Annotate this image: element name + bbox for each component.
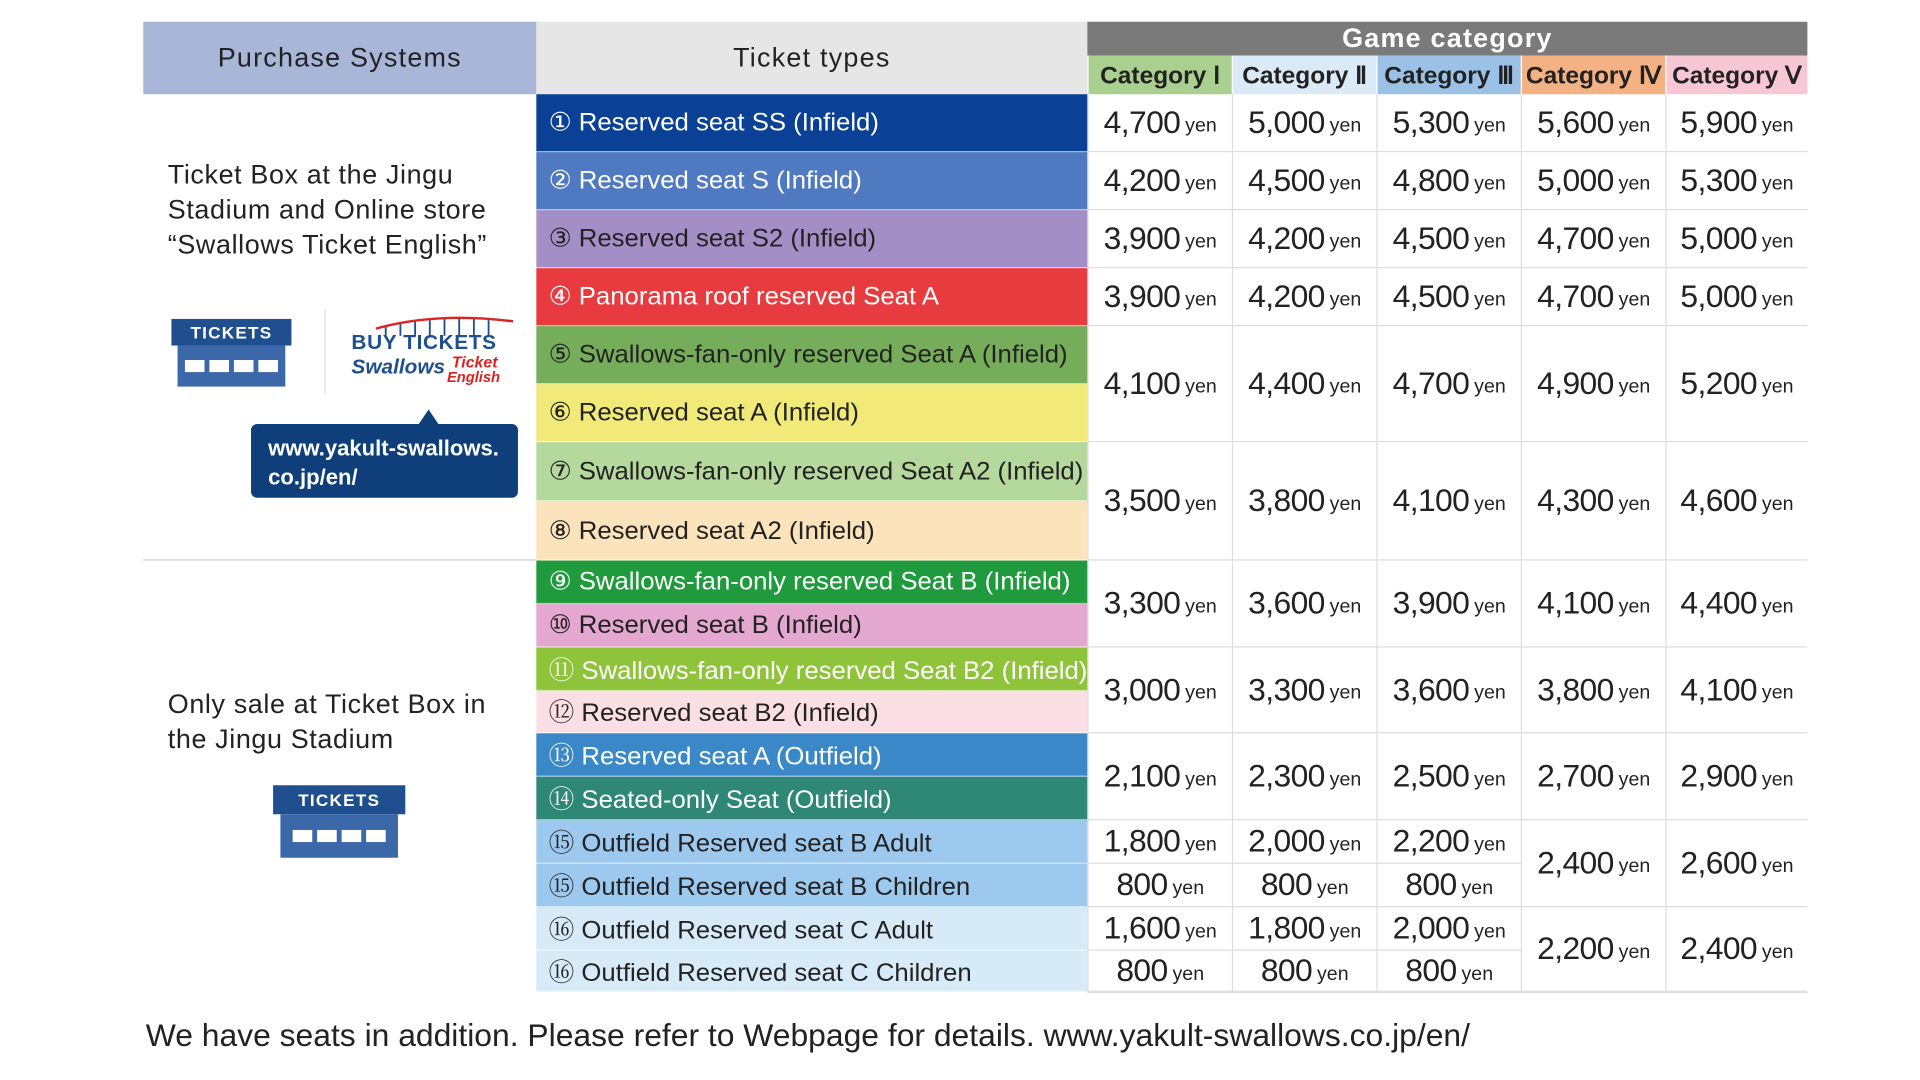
ticket-box-icon bbox=[273, 785, 405, 857]
ticket-type-row bbox=[536, 326, 1087, 384]
price-amount: 4,200 bbox=[1103, 161, 1181, 199]
ticket-type-row bbox=[536, 268, 1087, 326]
price-cell bbox=[1521, 907, 1665, 992]
online-purchase-text: Ticket Box at the Jingu Stadium and Online store “Swallows Ticket English” bbox=[167, 159, 487, 260]
price-unit: yen bbox=[1185, 768, 1217, 790]
price-unit: yen bbox=[1618, 376, 1651, 397]
price-amount: 800 bbox=[1405, 866, 1457, 903]
price-unit: yen bbox=[1618, 231, 1651, 252]
price-unit: yen bbox=[1329, 596, 1362, 617]
price-unit: yen bbox=[1329, 921, 1362, 942]
url-callout-pointer bbox=[419, 410, 439, 424]
price-cell bbox=[1665, 820, 1807, 907]
price-unit: yen bbox=[1474, 921, 1506, 942]
ticket-type-label: ② Reserved seat S (Infield) bbox=[548, 166, 862, 195]
price-cell bbox=[1665, 442, 1807, 560]
price-cell bbox=[1232, 820, 1376, 863]
ticket-type-label: ⑭ Seated-only Seat (Outfield) bbox=[548, 785, 892, 814]
english-script-text: English bbox=[446, 368, 501, 386]
price-amount: 5,000 bbox=[1680, 277, 1758, 315]
price-amount: 4,700 bbox=[1392, 364, 1470, 402]
price-amount: 2,400 bbox=[1680, 930, 1758, 967]
price-amount: 2,300 bbox=[1248, 757, 1325, 794]
price-unit: yen bbox=[1761, 596, 1794, 617]
price-unit: yen bbox=[1461, 877, 1494, 899]
price-amount: 2,400 bbox=[1537, 844, 1614, 881]
price-amount: 2,500 bbox=[1392, 757, 1470, 794]
ticket-type-label: ⑬ Reserved seat A (Outfield) bbox=[548, 742, 882, 771]
price-cell bbox=[1087, 561, 1231, 648]
price-unit: yen bbox=[1761, 376, 1794, 397]
price-unit: yen bbox=[1618, 596, 1651, 617]
price-amount: 4,600 bbox=[1680, 482, 1758, 519]
price-unit: yen bbox=[1761, 115, 1794, 136]
price-amount: 2,200 bbox=[1392, 822, 1470, 859]
price-unit: yen bbox=[1329, 834, 1362, 855]
ticket-type-label: ⑩ Reserved seat B (Infield) bbox=[548, 611, 862, 640]
price-unit: yen bbox=[1329, 768, 1362, 790]
price-unit: yen bbox=[1185, 115, 1217, 136]
price-unit: yen bbox=[1329, 376, 1362, 397]
buy-tickets-text: BUY TICKETS bbox=[351, 331, 497, 354]
price-unit: yen bbox=[1474, 376, 1506, 397]
price-amount: 3,900 bbox=[1103, 277, 1181, 315]
price-cell bbox=[1087, 733, 1231, 820]
price-amount: 4,700 bbox=[1537, 277, 1614, 315]
price-unit: yen bbox=[1474, 493, 1506, 515]
ticket-type-label: ⑤ Swallows-fan-only reserved Seat A (Infield) bbox=[548, 340, 1068, 369]
price-unit: yen bbox=[1761, 231, 1794, 252]
price-cell bbox=[1232, 648, 1376, 734]
footer-note: We have seats in addition. Please refer to Webpage for details. www.yakult-swallows.co.jp/en/ bbox=[145, 1017, 1470, 1054]
price-amount: 2,100 bbox=[1103, 757, 1181, 794]
price-amount: 5,000 bbox=[1248, 103, 1325, 141]
price-unit: yen bbox=[1618, 173, 1651, 194]
price-amount: 4,900 bbox=[1537, 364, 1614, 402]
price-amount: 2,000 bbox=[1248, 822, 1325, 859]
price-amount: 4,400 bbox=[1680, 584, 1758, 621]
price-unit: yen bbox=[1185, 682, 1217, 704]
price-amount: 4,100 bbox=[1103, 364, 1181, 402]
price-unit: yen bbox=[1185, 173, 1217, 194]
price-cell bbox=[1521, 648, 1665, 734]
price-amount: 4,700 bbox=[1537, 219, 1614, 257]
ticket-type-label: ⑨ Swallows-fan-only reserved Seat B (Infield) bbox=[548, 567, 1071, 596]
price-amount: 3,800 bbox=[1248, 482, 1325, 519]
ticket-type-row bbox=[536, 691, 1087, 733]
price-amount: 3,500 bbox=[1103, 482, 1181, 519]
ticket-type-row bbox=[536, 210, 1087, 268]
price-amount: 800 bbox=[1116, 866, 1168, 903]
price-unit: yen bbox=[1185, 493, 1217, 515]
price-cell bbox=[1087, 864, 1231, 907]
ticket-type-label: ⑥ Reserved seat A (Infield) bbox=[548, 398, 859, 427]
price-cell bbox=[1376, 152, 1520, 210]
price-amount: 2,700 bbox=[1537, 757, 1614, 794]
price-unit: yen bbox=[1329, 231, 1362, 252]
price-unit: yen bbox=[1474, 834, 1506, 855]
price-cell bbox=[1376, 820, 1520, 863]
price-cell bbox=[1376, 561, 1520, 648]
price-unit: yen bbox=[1329, 289, 1362, 310]
price-amount: 800 bbox=[1260, 866, 1313, 903]
price-amount: 3,000 bbox=[1103, 671, 1181, 708]
url-line-2: co.jp/en/ bbox=[268, 465, 358, 490]
price-cell bbox=[1232, 951, 1376, 992]
ticket-type-label: ⑯ Outfield Reserved seat C Adult bbox=[548, 916, 934, 945]
price-cell bbox=[1087, 94, 1231, 152]
price-cell bbox=[1087, 152, 1231, 210]
price-unit: yen bbox=[1618, 289, 1651, 310]
price-unit: yen bbox=[1474, 173, 1506, 194]
price-cell bbox=[1521, 210, 1665, 268]
price-unit: yen bbox=[1474, 596, 1506, 617]
price-cell bbox=[1232, 864, 1376, 907]
price-amount: 1,600 bbox=[1103, 909, 1181, 946]
price-amount: 4,400 bbox=[1248, 364, 1325, 402]
price-cell bbox=[1087, 820, 1231, 863]
price-cell bbox=[1232, 268, 1376, 326]
ticket-type-row bbox=[536, 94, 1087, 152]
price-cell bbox=[1665, 94, 1807, 152]
price-cell bbox=[1376, 648, 1520, 734]
category-header-1: Category Ⅰ bbox=[1087, 56, 1231, 95]
game-category-header: Game category bbox=[1087, 22, 1807, 56]
ticket-type-label: ⑯ Outfield Reserved seat C Children bbox=[548, 958, 972, 987]
ticket-type-row bbox=[536, 501, 1087, 560]
price-cell bbox=[1087, 951, 1231, 992]
price-amount: 4,300 bbox=[1537, 482, 1614, 519]
price-unit: yen bbox=[1761, 173, 1794, 194]
price-unit: yen bbox=[1618, 941, 1651, 963]
price-cell bbox=[1665, 907, 1807, 992]
ticket-type-label: ⑧ Reserved seat A2 (Infield) bbox=[548, 516, 875, 545]
price-amount: 3,900 bbox=[1103, 219, 1181, 257]
ticket-type-label: ③ Reserved seat S2 (Infield) bbox=[548, 224, 877, 253]
price-cell bbox=[1087, 210, 1231, 268]
price-amount: 4,200 bbox=[1248, 277, 1325, 315]
price-cell bbox=[1376, 326, 1520, 442]
price-cell bbox=[1376, 733, 1520, 820]
price-amount: 4,500 bbox=[1392, 277, 1470, 315]
ticket-type-label: ⑪ Swallows-fan-only reserved Seat B2 (Infield) bbox=[548, 656, 1088, 685]
price-unit: yen bbox=[1761, 941, 1794, 963]
price-cell bbox=[1376, 442, 1520, 560]
price-cell bbox=[1665, 210, 1807, 268]
price-cell bbox=[1232, 94, 1376, 152]
price-cell bbox=[1376, 94, 1520, 152]
price-amount: 3,800 bbox=[1537, 671, 1614, 708]
price-cell bbox=[1232, 326, 1376, 442]
price-unit: yen bbox=[1317, 877, 1349, 899]
price-amount: 4,500 bbox=[1248, 161, 1325, 199]
purchase-systems-header: Purchase Systems bbox=[143, 22, 536, 94]
price-amount: 3,600 bbox=[1248, 584, 1325, 621]
ticket-type-row bbox=[536, 442, 1087, 501]
price-cell bbox=[1232, 210, 1376, 268]
price-unit: yen bbox=[1761, 493, 1794, 515]
price-cell bbox=[1087, 907, 1231, 950]
price-unit: yen bbox=[1185, 596, 1217, 617]
category-header-5: Category Ⅴ bbox=[1665, 56, 1807, 95]
price-amount: 4,200 bbox=[1248, 219, 1325, 257]
price-amount: 5,200 bbox=[1680, 364, 1758, 402]
ticket-type-row bbox=[536, 561, 1087, 604]
price-cell bbox=[1665, 152, 1807, 210]
price-unit: yen bbox=[1474, 768, 1506, 790]
ticket-type-row bbox=[536, 384, 1087, 442]
price-cell bbox=[1521, 733, 1665, 820]
price-amount: 5,000 bbox=[1680, 219, 1758, 257]
price-cell bbox=[1087, 268, 1231, 326]
price-amount: 4,100 bbox=[1680, 671, 1758, 708]
purchase-online-section bbox=[143, 94, 536, 560]
price-cell bbox=[1521, 268, 1665, 326]
price-amount: 3,300 bbox=[1248, 671, 1325, 708]
price-cell bbox=[1665, 733, 1807, 820]
price-unit: yen bbox=[1618, 768, 1651, 790]
swallows-ticket-english-logo bbox=[351, 314, 518, 389]
ticket-type-label: ⑫ Reserved seat B2 (Infield) bbox=[548, 699, 879, 728]
price-unit: yen bbox=[1761, 768, 1794, 790]
ticket-type-row bbox=[536, 820, 1087, 863]
price-cell bbox=[1665, 561, 1807, 648]
tickets-sign: TICKETS bbox=[273, 785, 405, 814]
price-unit: yen bbox=[1172, 877, 1205, 899]
ticket-type-row bbox=[536, 648, 1087, 691]
ticket-type-row bbox=[536, 777, 1087, 820]
price-amount: 4,100 bbox=[1392, 482, 1470, 519]
price-cell bbox=[1521, 561, 1665, 648]
url-line-1: www.yakult-swallows. bbox=[268, 436, 499, 461]
price-amount: 4,500 bbox=[1392, 219, 1470, 257]
ticket-type-row bbox=[536, 907, 1087, 950]
price-unit: yen bbox=[1474, 115, 1506, 136]
price-unit: yen bbox=[1618, 855, 1651, 877]
website-url-callout[interactable] bbox=[251, 424, 518, 498]
price-amount: 800 bbox=[1405, 951, 1457, 989]
ticket-type-row bbox=[536, 864, 1087, 907]
price-unit: yen bbox=[1329, 115, 1362, 136]
ticket-type-label: ⑦ Swallows-fan-only reserved Seat A2 (Infield) bbox=[548, 457, 1084, 486]
price-amount: 1,800 bbox=[1248, 909, 1325, 946]
ticket-type-label: ⑮ Outfield Reserved seat B Children bbox=[548, 872, 971, 901]
price-unit: yen bbox=[1329, 493, 1362, 515]
ticket-type-label: ④ Panorama roof reserved Seat A bbox=[548, 282, 939, 311]
ticket-types-header: Ticket types bbox=[536, 22, 1087, 94]
ticket-type-label: ⑮ Outfield Reserved seat B Adult bbox=[548, 829, 932, 858]
category-header-3: Category Ⅲ bbox=[1376, 56, 1520, 95]
price-unit: yen bbox=[1185, 376, 1217, 397]
price-amount: 5,000 bbox=[1537, 161, 1614, 199]
price-amount: 4,100 bbox=[1537, 584, 1614, 621]
price-amount: 3,900 bbox=[1392, 584, 1470, 621]
price-cell bbox=[1087, 648, 1231, 734]
price-unit: yen bbox=[1461, 963, 1494, 984]
ticket-type-row bbox=[536, 733, 1087, 776]
price-unit: yen bbox=[1761, 855, 1794, 877]
price-unit: yen bbox=[1618, 493, 1651, 515]
price-unit: yen bbox=[1618, 115, 1651, 136]
price-unit: yen bbox=[1329, 173, 1362, 194]
price-amount: 1,800 bbox=[1103, 822, 1181, 859]
price-unit: yen bbox=[1618, 682, 1651, 704]
price-cell bbox=[1521, 820, 1665, 907]
price-cell bbox=[1087, 442, 1231, 560]
price-amount: 5,300 bbox=[1392, 103, 1470, 141]
price-amount: 800 bbox=[1260, 951, 1313, 989]
category-header-4: Category Ⅳ bbox=[1521, 56, 1665, 95]
price-cell bbox=[1087, 326, 1231, 442]
ticket-type-row bbox=[536, 604, 1087, 647]
price-unit: yen bbox=[1185, 834, 1217, 855]
price-unit: yen bbox=[1329, 682, 1362, 704]
price-unit: yen bbox=[1761, 289, 1794, 310]
price-amount: 2,600 bbox=[1680, 844, 1758, 881]
swallows-script-text: Swallows bbox=[351, 355, 446, 379]
ticket-type-label: ① Reserved seat SS (Infield) bbox=[548, 108, 879, 137]
tickets-sign: TICKETS bbox=[171, 319, 291, 346]
ticket-box-icon bbox=[171, 319, 291, 387]
price-amount: 3,600 bbox=[1392, 671, 1470, 708]
price-amount: 2,200 bbox=[1537, 930, 1614, 967]
price-cell bbox=[1376, 268, 1520, 326]
price-unit: yen bbox=[1185, 921, 1217, 942]
price-cell bbox=[1376, 907, 1520, 950]
ticket-type-row bbox=[536, 152, 1087, 210]
price-unit: yen bbox=[1474, 682, 1506, 704]
price-amount: 4,800 bbox=[1392, 161, 1470, 199]
price-amount: 5,600 bbox=[1537, 103, 1614, 141]
price-amount: 5,900 bbox=[1680, 103, 1758, 141]
price-unit: yen bbox=[1474, 289, 1506, 310]
price-unit: yen bbox=[1474, 231, 1506, 252]
price-amount: 3,300 bbox=[1103, 584, 1181, 621]
price-unit: yen bbox=[1185, 289, 1217, 310]
price-unit: yen bbox=[1761, 682, 1794, 704]
purchase-box-only-section bbox=[143, 561, 536, 992]
price-cell bbox=[1521, 94, 1665, 152]
category-header-2: Category Ⅱ bbox=[1232, 56, 1376, 95]
price-amount: 2,900 bbox=[1680, 757, 1758, 794]
price-cell bbox=[1521, 326, 1665, 442]
price-unit: yen bbox=[1317, 963, 1349, 984]
price-unit: yen bbox=[1185, 231, 1217, 252]
price-cell bbox=[1232, 561, 1376, 648]
ticket-script-text: Ticket bbox=[451, 352, 498, 371]
price-unit: yen bbox=[1172, 963, 1205, 984]
price-cell bbox=[1232, 442, 1376, 560]
price-cell bbox=[1232, 907, 1376, 950]
price-amount: 5,300 bbox=[1680, 161, 1758, 199]
price-cell bbox=[1376, 951, 1520, 992]
price-amount: 800 bbox=[1116, 951, 1168, 989]
price-cell bbox=[1376, 864, 1520, 907]
price-cell bbox=[1232, 152, 1376, 210]
price-amount: 4,700 bbox=[1103, 103, 1181, 141]
price-cell bbox=[1376, 210, 1520, 268]
price-cell bbox=[1665, 648, 1807, 734]
price-cell bbox=[1521, 442, 1665, 560]
price-cell bbox=[1665, 268, 1807, 326]
price-amount: 2,000 bbox=[1392, 909, 1470, 946]
box-only-purchase-text: Only sale at Ticket Box in the Jingu Stadium bbox=[167, 688, 487, 754]
price-cell bbox=[1232, 733, 1376, 820]
price-cell bbox=[1665, 326, 1807, 442]
price-cell bbox=[1521, 152, 1665, 210]
ticket-type-row bbox=[536, 951, 1087, 992]
